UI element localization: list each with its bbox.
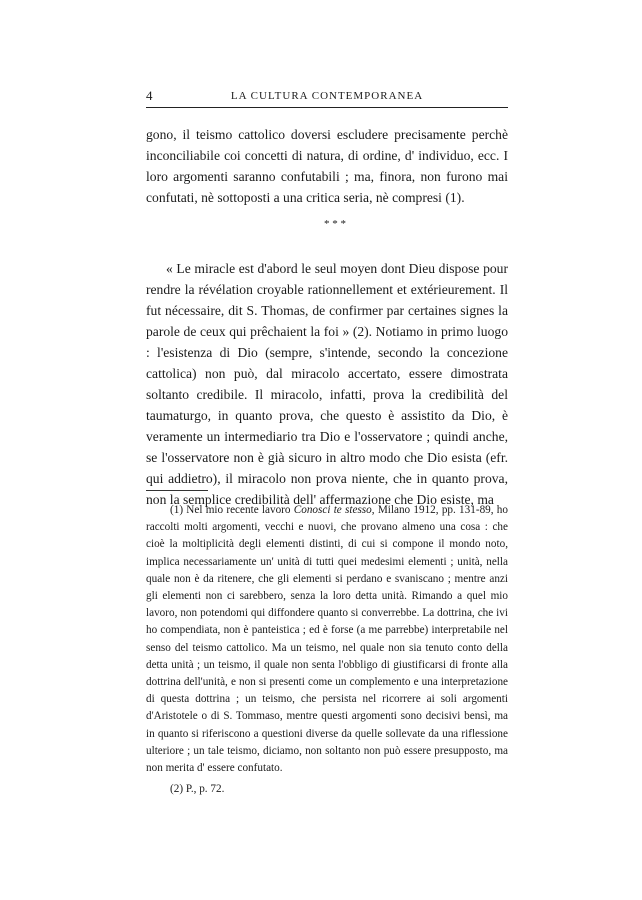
footnote-1-prefix: (1) Nel mio recente lavoro xyxy=(170,504,294,516)
section-separator xyxy=(320,220,350,244)
body-paragraph-2 xyxy=(146,258,508,510)
page-number: 4 xyxy=(146,88,153,103)
paragraph-text: gono, il teismo cattolico doversi escludere precisamente perchè inconciliabile coi concetti di natura, di ordine, d' individuo, ecc. I loro argomenti saranno confutabili ; ma, finora, non furono mai confutati, nè sottoposti a una critica seria, nè compresi (1). xyxy=(146,127,508,205)
footnote-1 xyxy=(146,502,508,777)
paragraph-text: « Le miracle est d'abord le seul moyen dont Dieu dispose pour rendre la révélation croyable rationnellement et extérieurement. Il fut nécessaire, dit S. Thomas, de confirmer par certaines signes la parole de ceux qui prêchaient la foi » (2). Notiamo in primo luogo : l'esistenza di Dio (sempre, s'intende, secondo la concezione cattolica) non può, dal miracolo accertato, essere dimostrata soltanto credibile. Il miracolo, infatti, prova la credibilità del taumaturgo, in quanto prova, che questo è assistito da Dio, è veramente un intermediario tra Dio e l'osservatore ; quindi anche, se l'osservatore non è già sicuro in altro modo che Dio esista (efr. qui addietro), il miracolo non prova niente, che in quanto prova, non la semplice credibilità dell' affermazione che Dio esiste, ma xyxy=(146,261,508,507)
header-rule xyxy=(146,107,508,108)
footnote-rule xyxy=(146,490,208,491)
body-paragraph-1 xyxy=(146,124,508,208)
running-title: LA CULTURA CONTEMPORANEA xyxy=(230,90,424,102)
footnote-1-text: , Milano 1912, pp. 131-89, ho raccolti molti argomenti, vecchi e nuovi, che provano almeno una cosa : che cioè la moltiplicità degli elementi distinti, di cui si compone il mondo noto, implica necessariamente un' unità di tutti quei medesimi elementi ; unità, nella quale non è da ritenere, che gli elementi si perdano e svaniscano ; mentre anzi gli elementi non ci sarebbero, senza la loro detta unità. Rimando a quel mio lavoro, non potendomi qui diffondere quanto si converrebbe. La dottrina, che ivi ho compendiata, non è panteistica ; ed è forse (a me parrebbe) interpretabile nel senso del teismo cattolico. Ma un teismo, nel quale non sia tenuto conto della detta unità ; un teismo, il quale non senta l'obbligo di giustificarsi di fronte alla dottrina dell'unità, e non si presenti come un complemento e una interpretazione di questa dottrina ; un teismo, che persista nel ricorrere ai soli argomenti d'Aristotele o di S. Tommaso, mentre questi argomenti sono decisivi bensì, ma in quanto si riferiscono a questioni diverse da quelle sollevate da una riflessione ulteriore ; un tale teismo, diciamo, non soltanto non può essere presupposto, ma non merita d' essere confutato. xyxy=(146,504,508,775)
footnote-2: (2) P., p. 72. xyxy=(170,783,225,796)
footnotes xyxy=(146,502,508,798)
asterism: * * * xyxy=(324,218,346,230)
footnote-1-book-title: Conosci te stesso xyxy=(293,504,372,516)
